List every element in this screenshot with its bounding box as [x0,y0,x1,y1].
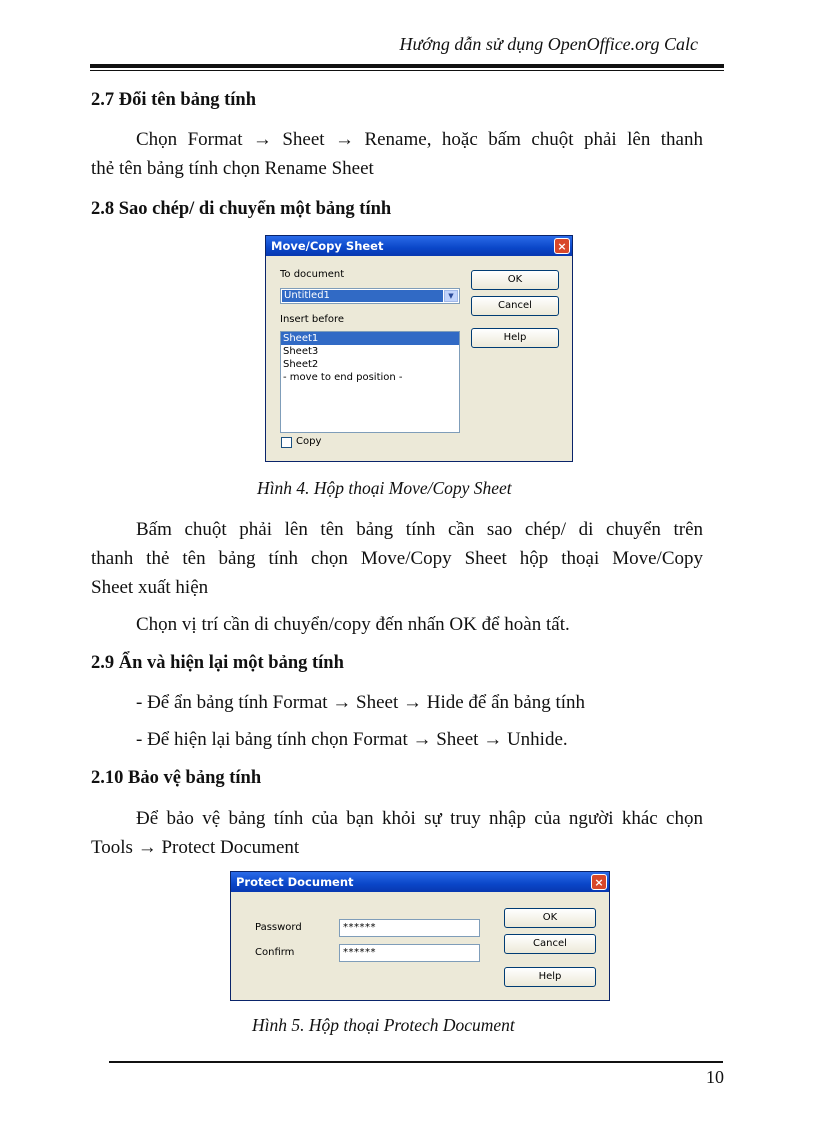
paragraph-line: - Để ẩn bảng tính Format → Sheet → Hide để ẩn bảng tính [136,692,586,713]
paragraph-line: Bấm chuột phải lên tên bảng tính cần sao chép/ di chuyển trên [136,519,703,540]
figure-caption-5: Hình 5. Hộp thoại Protech Document [252,1015,515,1035]
close-icon[interactable]: × [554,238,570,254]
paragraph-line: Tools → Protect Document [91,837,300,858]
dialog-title: Move/Copy Sheet [271,239,384,253]
paragraph-line: thẻ tên bảng tính chọn Rename Sheet [91,158,374,179]
page-number: 10 [706,1067,724,1087]
insert-before-list[interactable] [280,331,460,433]
help-button[interactable]: Help [504,967,596,987]
confirm-input[interactable]: ****** [339,944,480,962]
paragraph-line: thanh thẻ tên bảng tính chọn Move/Copy Sheet hộp thoại Move/Copy [91,548,703,569]
insert-before-label: Insert before [280,314,345,325]
running-header: Hướng dẫn sử dụng OpenOffice.org Calc [399,34,698,54]
dialog-title: Protect Document [236,875,354,889]
paragraph-2-10 [91,804,703,862]
to-document-select[interactable] [280,288,460,304]
paragraph-line: Chọn vị trí cần di chuyển/copy đến nhấn OK để hoàn tất. [136,614,570,635]
list-item[interactable]: Sheet3 [283,346,319,357]
list-item[interactable]: - move to end position - [283,372,403,383]
to-document-value: Untitled1 [282,290,443,302]
paragraph-2-8 [91,515,703,602]
heading-2-7: 2.7 Đổi tên bảng tính [91,90,256,110]
move-copy-dialog [265,235,573,462]
dialog-title-bar [231,872,609,892]
confirm-label: Confirm [255,947,295,958]
chevron-down-icon[interactable]: ▼ [444,290,458,302]
dialog-title-bar [266,236,572,256]
password-input[interactable]: ****** [339,919,480,937]
paragraph-line: Sheet xuất hiện [91,577,209,598]
heading-2-8: 2.8 Sao chép/ di chuyển một bảng tính [91,199,392,219]
to-document-label: To document [280,269,345,280]
list-item[interactable]: Sheet2 [283,359,319,370]
help-button[interactable]: Help [471,328,559,348]
password-label: Password [255,922,302,933]
header-rule [90,64,724,68]
list-item[interactable]: Sheet1 [281,332,459,345]
footer-rule [109,1061,723,1063]
cancel-button[interactable]: Cancel [504,934,596,954]
paragraph-line: Để bảo vệ bảng tính của bạn khỏi sự truy nhập của người khác chọn [136,808,703,829]
cancel-button[interactable]: Cancel [471,296,559,316]
heading-2-9: 2.9 Ẩn và hiện lại một bảng tính [91,653,344,673]
paragraph-line: - Để hiện lại bảng tính chọn Format → Sheet → Unhide. [136,729,568,750]
copy-label: Copy [296,436,322,447]
paragraph-line: Chọn Format → Sheet → Rename, hoặc bấm chuột phải lên thanh [136,129,703,150]
protect-document-dialog [230,871,610,1001]
header-rule-thin [90,70,724,71]
ok-button[interactable]: OK [471,270,559,290]
paragraph-2-7 [91,125,703,183]
close-icon[interactable]: × [591,874,607,890]
heading-2-10: 2.10 Bảo vệ bảng tính [91,768,262,788]
ok-button[interactable]: OK [504,908,596,928]
copy-checkbox[interactable] [281,437,292,448]
figure-caption-4: Hình 4. Hộp thoại Move/Copy Sheet [257,478,512,498]
